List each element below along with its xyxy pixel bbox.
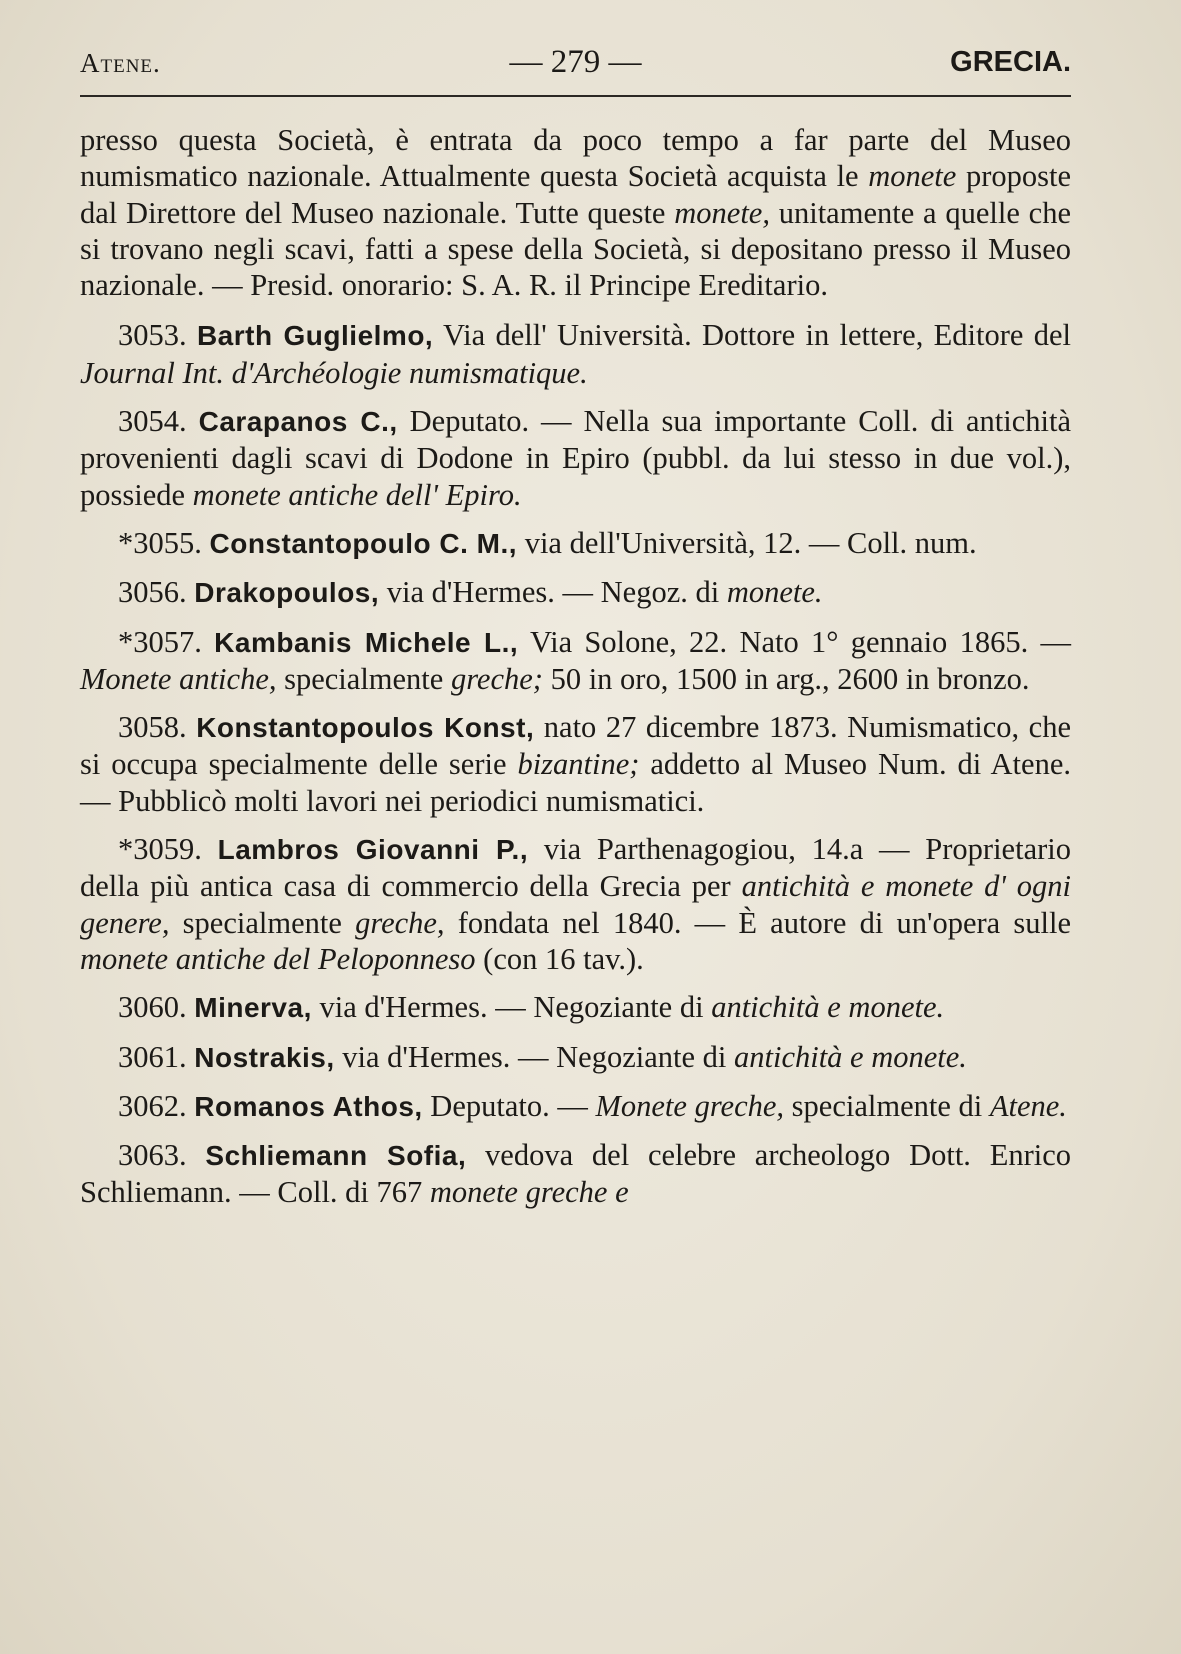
- entry-italic: monete antiche dell' Epiro.: [192, 477, 522, 512]
- intro-text: unitamente a quelle che si trovano negli scavi, fatti a spese della Società, si depositano presso il Museo nazionale. — Presid. onorario: S. A. R. il Principe Ereditario.: [80, 195, 1071, 303]
- entry-3054: [80, 403, 1071, 513]
- entry-3058: [80, 709, 1071, 819]
- header-rule: [80, 95, 1071, 97]
- intro-text: proposte dal Direttore del Museo nazionale. Tutte queste: [80, 159, 1071, 230]
- entry-3056: [80, 574, 1071, 611]
- entry-3060: [80, 989, 1071, 1026]
- entry-italic: monete.: [726, 575, 823, 610]
- entry-name: Romanos Athos,: [194, 1090, 423, 1122]
- entry-name: Carapanos C.,: [198, 406, 398, 438]
- entry-text: vedova del celebre archeologo Dott. Enrico Schliemann. — Coll. di 767: [80, 1138, 1072, 1210]
- entry-text: via Parthenagogiou, 14.a — Proprietario della più antica casa di commercio della Grecia per: [80, 832, 1071, 904]
- entry-name: Constantopoulo C. M.,: [209, 527, 518, 559]
- entry-name: Lambros Giovanni P.,: [217, 834, 529, 866]
- entry-text: specialmente di: [784, 1088, 990, 1123]
- entry-name: Barth Guglielmo,: [196, 320, 434, 352]
- entry-italic: greche,: [355, 905, 445, 940]
- entry-italic: Atene.: [989, 1088, 1067, 1123]
- page-number: — 279 —: [509, 44, 642, 80]
- entry-italic: Monete greche,: [595, 1088, 785, 1123]
- entry-italic: bizantine;: [517, 747, 640, 782]
- entry-number: 3062.: [118, 1088, 195, 1123]
- entry-text: specialmente: [276, 661, 451, 696]
- entry-3063: [80, 1137, 1071, 1211]
- page-body: [80, 122, 1071, 1223]
- entry-italic: greche;: [450, 661, 543, 696]
- intro-italic: monete: [868, 159, 957, 194]
- entry-text: nato 27 dicembre 1873. Numismatico, che si occupa specialmente delle serie: [80, 710, 1071, 782]
- entry-text: 50 in oro, 1500 in arg., 2600 in bronzo.: [542, 661, 1030, 696]
- entry-number: 3056.: [118, 575, 195, 610]
- entry-number: *3055.: [118, 525, 210, 560]
- entry-text: specialmente: [169, 905, 356, 940]
- header-city: Atene.: [80, 48, 161, 78]
- entry-number: 3063.: [118, 1138, 206, 1173]
- entry-text: fondata nel 1840. — È autore di un'opera sulle: [444, 905, 1072, 940]
- entry-italic: antichità e monete.: [734, 1039, 967, 1074]
- entry-number: 3061.: [118, 1039, 195, 1074]
- entry-number: *3059.: [118, 832, 218, 867]
- entry-3053: [80, 317, 1071, 391]
- entry-italic: antichità e monete d' ogni genere,: [80, 869, 1072, 940]
- entry-italic: monete greche e: [429, 1175, 629, 1210]
- entry-name: Nostrakis,: [194, 1041, 335, 1073]
- intro-paragraph: [80, 122, 1071, 303]
- entry-number: 3058.: [118, 710, 197, 745]
- entry-name: Minerva,: [194, 992, 312, 1024]
- entry-text: via dell'Università, 12. — Coll. num.: [517, 525, 977, 560]
- entry-italic: Journal Int. d'Archéologie numismatique.: [80, 355, 588, 390]
- intro-text: presso questa Società, è entrata da poco tempo a far parte del Museo numismatico nazionale. Attualmente questa Società acquista le: [80, 123, 1071, 194]
- entry-name: Konstantopoulos Konst,: [196, 712, 535, 744]
- intro-italic: monete,: [674, 195, 770, 230]
- entry-3062: [80, 1088, 1071, 1125]
- entry-italic: monete antiche del Peloponneso: [80, 941, 476, 976]
- entry-text: (con 16 tav.).: [475, 941, 644, 976]
- entry-number: 3060.: [118, 990, 195, 1025]
- running-header: [80, 40, 1071, 90]
- entry-number: 3054.: [118, 404, 199, 439]
- entry-number: *3057.: [118, 624, 215, 659]
- entry-text: addetto al Museo Num. di Atene. — Pubblicò molti lavori nei periodici numismatici.: [80, 747, 1071, 818]
- entry-number: 3053.: [118, 318, 197, 353]
- entry-text: via d'Hermes. — Negoz. di: [379, 575, 727, 610]
- entry-text: via d'Hermes. — Negoziante di: [334, 1039, 734, 1074]
- entry-3057: [80, 624, 1071, 698]
- entry-name: Drakopoulos,: [194, 577, 380, 609]
- entry-text: Deputato. — Nella sua importante Coll. di antichità provenienti dagli scavi di Dodone in Epiro (pubbl. da lui stesso in due vol.), possiede: [80, 404, 1072, 512]
- entry-3055: [80, 525, 1071, 562]
- entry-3059: [80, 831, 1071, 977]
- entry-text: Via Solone, 22. Nato 1° gennaio 1865. —: [518, 624, 1071, 659]
- entry-name: Schliemann Sofia,: [205, 1140, 467, 1172]
- entry-italic: Monete antiche,: [80, 661, 277, 696]
- entry-text: Via dell' Università. Dottore in lettere, Editore del: [433, 318, 1071, 353]
- entry-text: via d'Hermes. — Negoziante di: [311, 990, 712, 1025]
- entry-name: Kambanis Michele L.,: [214, 626, 519, 658]
- entry-3061: [80, 1039, 1071, 1076]
- header-country: GRECIA.: [950, 46, 1071, 78]
- entry-italic: antichità e monete.: [711, 990, 945, 1025]
- entry-text: Deputato. —: [422, 1088, 596, 1123]
